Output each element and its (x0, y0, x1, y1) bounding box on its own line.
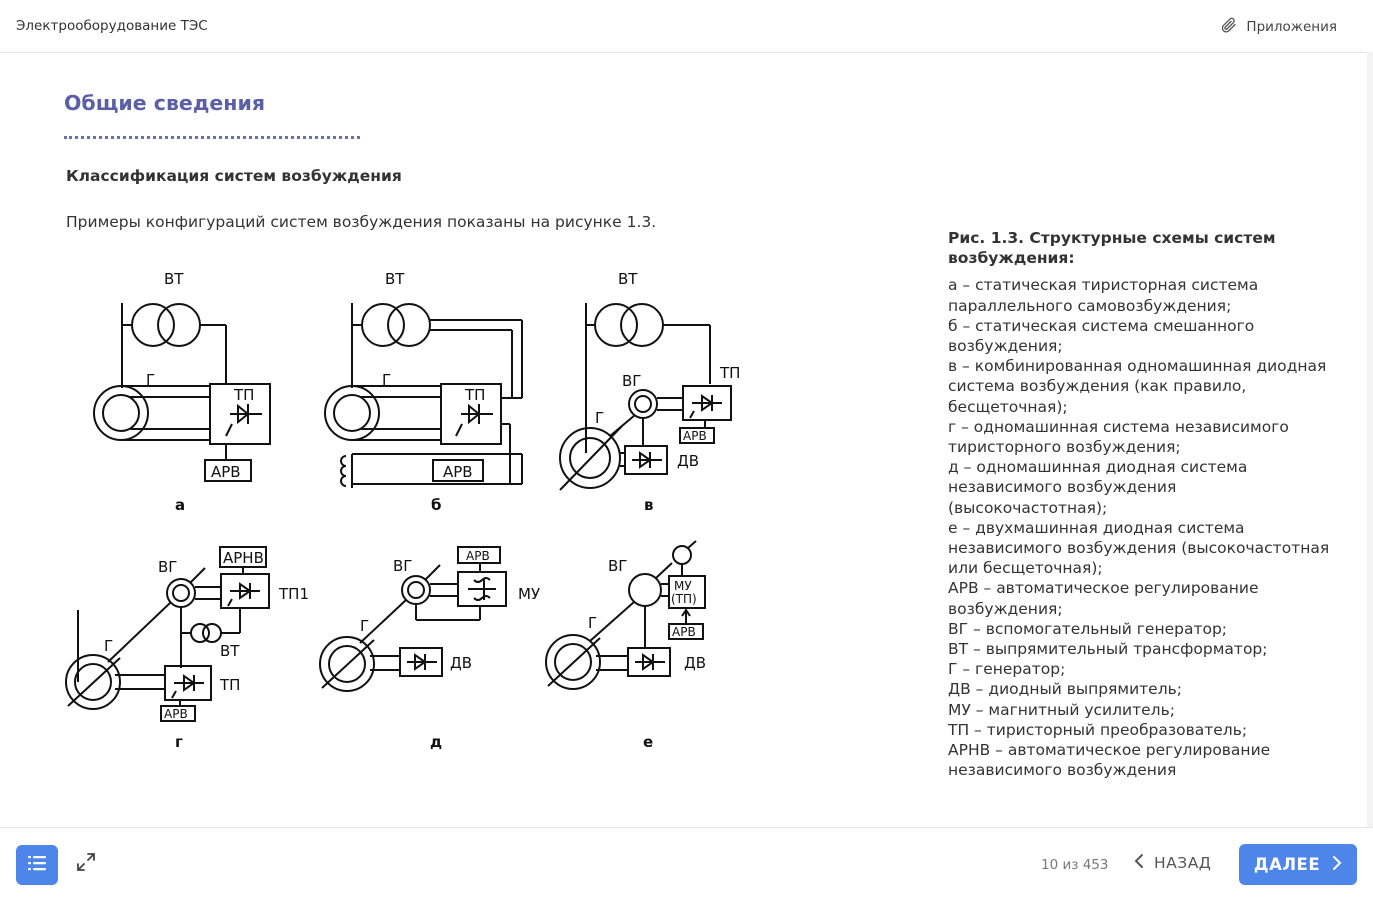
title-divider (64, 136, 360, 139)
next-button[interactable] (1239, 844, 1357, 885)
figure-caption (948, 228, 1333, 780)
caption-line: (высокочастотная); (948, 498, 1108, 517)
label-arnv-g: АРНВ (223, 549, 264, 567)
caption-line: МУ – магнитный усилитель; (948, 700, 1175, 719)
label-tp-a: ТП (234, 386, 255, 404)
caption-line: ДВ – диодный выпрямитель; (948, 680, 1182, 699)
caption-line: в – комбинированная одномашинная диодная (948, 357, 1327, 376)
back-label: НАЗАД (1154, 854, 1212, 872)
expand-button[interactable] (74, 852, 98, 876)
caption-line: б – статическая система смешанного (948, 316, 1255, 335)
panel-label-a: а (175, 496, 186, 514)
label-vg-e: ВГ (608, 557, 628, 575)
scheme-d (320, 547, 540, 751)
scheme-b (325, 270, 522, 514)
label-g-v: Г (595, 409, 605, 427)
caption-line: АРВ – автоматическое регулирование (948, 579, 1259, 598)
caption-line: независимого возбуждения (высокочастотная (948, 539, 1330, 558)
caption-line: АРНВ – автоматическое регулирование (948, 741, 1271, 760)
label-tp1-g: ТП1 (279, 585, 309, 603)
label-tp-b: ТП (465, 386, 486, 404)
list-icon (28, 855, 46, 875)
label-arv-v: АРВ (683, 429, 707, 443)
caption-line: система возбуждения (как правило, (948, 377, 1247, 396)
caption-line: возбуждения; (948, 599, 1063, 618)
caption-line: возбуждения; (948, 337, 1063, 356)
caption-line: г – одномашинная система независимого (948, 417, 1289, 436)
label-mu-d: МУ (518, 585, 541, 603)
label-dv-d: ДВ (450, 654, 473, 672)
caption-line: бесщеточная); (948, 397, 1068, 416)
caption-line: независимого возбуждения (948, 478, 1177, 497)
label-dv-e: ДВ (684, 654, 707, 672)
label-g-g: Г (104, 637, 114, 655)
caption-line: независимого возбуждения (948, 761, 1177, 780)
label-vt-a: ВТ (164, 270, 184, 288)
label-vt-g: ВТ (220, 642, 240, 660)
label-vg-g: ВГ (158, 558, 178, 576)
menu-button[interactable] (16, 845, 58, 885)
attachments-label: Приложения (1246, 19, 1337, 35)
caption-line: параллельного самовозбуждения; (948, 296, 1232, 315)
caption-line: а – статическая тиристорная система (948, 276, 1259, 295)
caption-line: д – одномашинная диодная система (948, 458, 1248, 477)
label-vg-d: ВГ (393, 557, 413, 575)
caption-line: е – двухмашинная диодная система (948, 518, 1245, 537)
label-tp-v: ТП (720, 364, 741, 382)
label-tp-g: ТП (220, 676, 241, 694)
label-arv-g: АРВ (164, 707, 188, 721)
scheme-v (560, 270, 740, 514)
scrollbar[interactable] (1367, 52, 1373, 827)
caption-line: ТП – тиристорный преобразователь; (948, 720, 1248, 739)
caption-legend (948, 275, 1333, 780)
label-g-d: Г (360, 617, 370, 635)
course-title: Электрооборудование ТЭС (16, 18, 208, 34)
caption-line: или бесщеточная); (948, 559, 1103, 578)
label-dv-v: ДВ (677, 452, 700, 470)
label-mu-tp-line1: МУ (674, 579, 692, 593)
next-label: ДАЛЕЕ (1253, 855, 1321, 874)
caption-line: ВТ – выпрямительный трансформатор; (948, 640, 1268, 659)
attachments-button[interactable] (1220, 16, 1337, 38)
label-arv-a: АРВ (211, 463, 241, 481)
paperclip-icon (1220, 16, 1238, 38)
excitation-schemes-figure (60, 258, 760, 758)
label-vt-b: ВТ (385, 270, 405, 288)
section-title: Общие сведения (64, 91, 265, 115)
back-button[interactable] (1134, 853, 1211, 873)
label-arv-d: АРВ (466, 549, 490, 563)
scheme-e (546, 541, 706, 751)
label-vg-v: ВГ (622, 372, 642, 390)
label-arv-b: АРВ (443, 463, 473, 481)
caption-title: Рис. 1.3. Структурные схемы систем возбуждения: (948, 229, 1276, 268)
chevron-left-icon (1134, 853, 1144, 873)
label-g-e: Г (588, 614, 598, 632)
label-g-a: Г (146, 371, 156, 389)
caption-line: Г – генератор; (948, 660, 1066, 679)
label-g-b: Г (382, 371, 392, 389)
page-counter: 10 из 453 (1041, 857, 1109, 873)
scheme-g (66, 547, 309, 751)
panel-label-v: в (644, 496, 654, 514)
subheading: Классификация систем возбуждения (66, 167, 402, 185)
caption-line: ВГ – вспомогательный генератор; (948, 619, 1228, 638)
panel-label-g: г (175, 733, 183, 751)
panel-label-e: е (643, 733, 654, 751)
intro-text: Примеры конфигураций систем возбуждения показаны на рисунке 1.3. (66, 213, 657, 231)
expand-icon (76, 852, 96, 876)
panel-label-b: б (431, 496, 442, 514)
label-arv-e: АРВ (672, 625, 696, 639)
scheme-a (94, 270, 270, 514)
label-mu-tp-line2: (ТП) (671, 592, 697, 606)
chevron-right-icon (1332, 855, 1342, 875)
panel-label-d: д (430, 733, 443, 751)
bottom-bar (0, 827, 1373, 900)
caption-line: тиристорного возбуждения; (948, 438, 1181, 457)
label-vt-v: ВТ (618, 270, 638, 288)
top-bar (0, 0, 1373, 53)
